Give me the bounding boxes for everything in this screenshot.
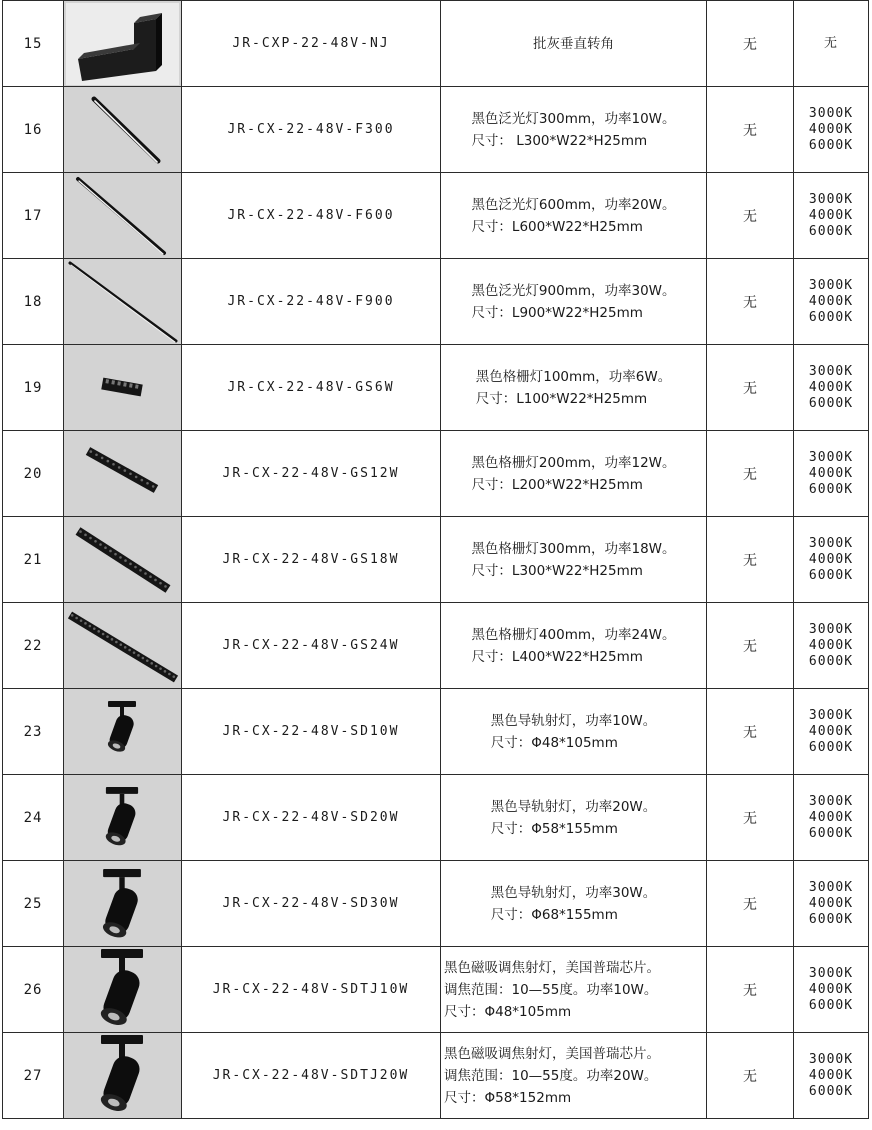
color-temperature-value: 4000K: [808, 293, 854, 309]
flood-light-short-picture: [64, 87, 181, 173]
description-line: 尺寸：Φ48*105mm: [490, 734, 618, 751]
color-temperature-cell: [794, 861, 869, 947]
description-line: 尺寸：L600*W22*H25mm: [471, 218, 643, 235]
product-image: [64, 345, 182, 431]
color-temperature-value: 无: [823, 35, 838, 51]
table-row: [3, 87, 869, 173]
accessory-cell: 无: [707, 1, 794, 87]
description-line: 尺寸：L100*W22*H25mm: [475, 390, 648, 407]
product-description: [441, 689, 707, 775]
table-row: [3, 173, 869, 259]
product-description: [441, 947, 707, 1033]
zoom-spotlight-20w-picture: [64, 1033, 181, 1119]
product-description: [441, 603, 707, 689]
color-temperature-value: 3000K: [808, 277, 854, 293]
color-temperature-cell: [794, 517, 869, 603]
color-temperature-value: 4000K: [808, 465, 854, 481]
row-index: 21: [3, 517, 64, 603]
color-temperature-cell: [794, 259, 869, 345]
color-temperature-cell: [794, 87, 869, 173]
product-spec-table: [2, 0, 869, 1119]
grille-light-300-picture: [64, 517, 181, 603]
color-temperature-value: 6000K: [808, 481, 854, 497]
color-temperature-value: 6000K: [808, 825, 854, 841]
product-image: [64, 87, 182, 173]
model-number: JR-CX-22-48V-SD20W: [182, 775, 441, 861]
row-index: 19: [3, 345, 64, 431]
table-row: [3, 861, 869, 947]
color-temperature-value: 6000K: [808, 739, 854, 755]
color-temperature-value: 3000K: [808, 191, 854, 207]
product-description: [441, 431, 707, 517]
description-line: 黑色泛光灯900mm，功率30W。: [471, 282, 676, 299]
accessory-cell: 无: [707, 259, 794, 345]
description-line: 批灰垂直转角: [533, 35, 614, 52]
row-index: 18: [3, 259, 64, 345]
color-temperature-value: 4000K: [808, 551, 854, 567]
product-image: [64, 259, 182, 345]
description-line: 尺寸：L300*W22*H25mm: [471, 562, 643, 579]
table-row: [3, 775, 869, 861]
color-temperature-value: 6000K: [808, 1083, 854, 1099]
color-temperature-value: 4000K: [808, 895, 854, 911]
description-line: 尺寸：Φ48*105mm: [444, 1003, 572, 1020]
model-number: JR-CX-22-48V-GS24W: [182, 603, 441, 689]
color-temperature-value: 3000K: [808, 707, 854, 723]
table-row: [3, 1, 869, 87]
color-temperature-value: 4000K: [808, 1067, 854, 1083]
product-image: [64, 431, 182, 517]
accessory-cell: 无: [707, 173, 794, 259]
description-line: 黑色磁吸调焦射灯，美国普瑞芯片。: [444, 1045, 660, 1062]
color-temperature-cell: [794, 431, 869, 517]
color-temperature-value: 4000K: [808, 723, 854, 739]
table-row: [3, 603, 869, 689]
description-line: 黑色泛光灯300mm，功率10W。: [471, 110, 676, 127]
color-temperature-value: 3000K: [808, 363, 854, 379]
spotlight-medium-picture: [64, 775, 181, 861]
table-row: [3, 345, 869, 431]
color-temperature-cell: [794, 775, 869, 861]
product-image: [64, 1033, 182, 1119]
color-temperature-value: 3000K: [808, 449, 854, 465]
accessory-cell: 无: [707, 1033, 794, 1119]
color-temperature-cell: [794, 1033, 869, 1119]
color-temperature-value: 4000K: [808, 981, 854, 997]
table-row: [3, 259, 869, 345]
product-description: [441, 87, 707, 173]
color-temperature-cell: [794, 1, 869, 87]
color-temperature-cell: [794, 689, 869, 775]
color-temperature-value: 3000K: [808, 105, 854, 121]
description-line: 黑色格栅灯200mm，功率12W。: [471, 454, 676, 471]
row-index: 23: [3, 689, 64, 775]
product-description: [441, 775, 707, 861]
accessory-cell: 无: [707, 517, 794, 603]
color-temperature-value: 4000K: [808, 637, 854, 653]
accessory-cell: 无: [707, 775, 794, 861]
description-line: 尺寸： L300*W22*H25mm: [471, 132, 648, 149]
accessory-cell: 无: [707, 345, 794, 431]
color-temperature-value: 3000K: [808, 621, 854, 637]
description-line: 尺寸：Φ58*155mm: [490, 820, 618, 837]
grille-light-100-picture: [64, 345, 181, 431]
color-temperature-value: 6000K: [808, 653, 854, 669]
color-temperature-value: 6000K: [808, 997, 854, 1013]
accessory-cell: 无: [707, 947, 794, 1033]
model-number: JR-CX-22-48V-SDTJ20W: [182, 1033, 441, 1119]
description-line: 调焦范围：10—55度。功率20W。: [444, 1067, 658, 1084]
table-row: [3, 1033, 869, 1119]
model-number: JR-CX-22-48V-GS6W: [182, 345, 441, 431]
accessory-cell: 无: [707, 689, 794, 775]
description-line: 调焦范围：10—55度。功率10W。: [444, 981, 658, 998]
product-image: [64, 173, 182, 259]
model-number: JR-CX-22-48V-SD30W: [182, 861, 441, 947]
product-image: [64, 775, 182, 861]
product-description: [441, 1, 707, 87]
color-temperature-value: 6000K: [808, 395, 854, 411]
product-description: [441, 259, 707, 345]
product-image: [64, 1, 182, 87]
description-line: 黑色磁吸调焦射灯，美国普瑞芯片。: [444, 959, 660, 976]
product-image: [64, 861, 182, 947]
model-number: JR-CX-22-48V-SDTJ10W: [182, 947, 441, 1033]
accessory-cell: 无: [707, 87, 794, 173]
color-temperature-value: 3000K: [808, 1051, 854, 1067]
description-line: 尺寸：Φ58*152mm: [444, 1089, 572, 1106]
accessory-cell: 无: [707, 603, 794, 689]
model-number: JR-CX-22-48V-F900: [182, 259, 441, 345]
zoom-spotlight-10w-picture: [64, 947, 181, 1033]
spotlight-small-picture: [64, 689, 181, 775]
model-number: JR-CX-22-48V-GS18W: [182, 517, 441, 603]
product-description: [441, 861, 707, 947]
product-description: [441, 517, 707, 603]
table-row: [3, 517, 869, 603]
product-image: [64, 947, 182, 1033]
row-index: 16: [3, 87, 64, 173]
color-temperature-cell: [794, 947, 869, 1033]
row-index: 27: [3, 1033, 64, 1119]
model-number: JR-CX-22-48V-GS12W: [182, 431, 441, 517]
model-number: JR-CX-22-48V-SD10W: [182, 689, 441, 775]
accessory-cell: 无: [707, 431, 794, 517]
accessory-cell: 无: [707, 861, 794, 947]
row-index: 25: [3, 861, 64, 947]
description-line: 尺寸：L200*W22*H25mm: [471, 476, 643, 493]
description-line: 黑色导轨射灯，功率30W。: [490, 884, 657, 901]
flood-light-long-picture: [64, 259, 181, 345]
spotlight-large-picture: [64, 861, 181, 947]
color-temperature-value: 6000K: [808, 309, 854, 325]
color-temperature-value: 4000K: [808, 121, 854, 137]
color-temperature-cell: [794, 345, 869, 431]
row-index: 20: [3, 431, 64, 517]
product-description: [441, 345, 707, 431]
row-index: 26: [3, 947, 64, 1033]
color-temperature-cell: [794, 173, 869, 259]
description-line: 尺寸：L900*W22*H25mm: [471, 304, 643, 321]
table-row: [3, 431, 869, 517]
description-line: 尺寸：Φ68*155mm: [490, 906, 618, 923]
grille-light-200-picture: [64, 431, 181, 517]
row-index: 15: [3, 1, 64, 87]
color-temperature-value: 3000K: [808, 793, 854, 809]
description-line: 黑色导轨射灯，功率20W。: [490, 798, 657, 815]
description-line: 黑色导轨射灯，功率10W。: [490, 712, 657, 729]
color-temperature-value: 3000K: [808, 535, 854, 551]
table-row: [3, 947, 869, 1033]
color-temperature-value: 3000K: [808, 965, 854, 981]
color-temperature-value: 6000K: [808, 137, 854, 153]
product-image: [64, 689, 182, 775]
table-row: [3, 689, 869, 775]
row-index: 22: [3, 603, 64, 689]
model-number: JR-CXP-22-48V-NJ: [182, 1, 441, 87]
corner-connector-picture: [64, 1, 181, 87]
description-line: 黑色格栅灯100mm，功率6W。: [475, 368, 672, 385]
color-temperature-value: 6000K: [808, 223, 854, 239]
product-description: [441, 173, 707, 259]
color-temperature-value: 4000K: [808, 379, 854, 395]
color-temperature-value: 4000K: [808, 809, 854, 825]
model-number: JR-CX-22-48V-F300: [182, 87, 441, 173]
description-line: 黑色格栅灯300mm，功率18W。: [471, 540, 676, 557]
row-index: 24: [3, 775, 64, 861]
color-temperature-value: 4000K: [808, 207, 854, 223]
flood-light-mid-picture: [64, 173, 181, 259]
product-image: [64, 603, 182, 689]
description-line: 尺寸：L400*W22*H25mm: [471, 648, 643, 665]
grille-light-400-picture: [64, 603, 181, 689]
product-description: [441, 1033, 707, 1119]
color-temperature-cell: [794, 603, 869, 689]
color-temperature-value: 3000K: [808, 879, 854, 895]
product-image: [64, 517, 182, 603]
color-temperature-value: 6000K: [808, 567, 854, 583]
description-line: 黑色泛光灯600mm，功率20W。: [471, 196, 676, 213]
description-line: 黑色格栅灯400mm，功率24W。: [471, 626, 676, 643]
model-number: JR-CX-22-48V-F600: [182, 173, 441, 259]
row-index: 17: [3, 173, 64, 259]
color-temperature-value: 6000K: [808, 911, 854, 927]
